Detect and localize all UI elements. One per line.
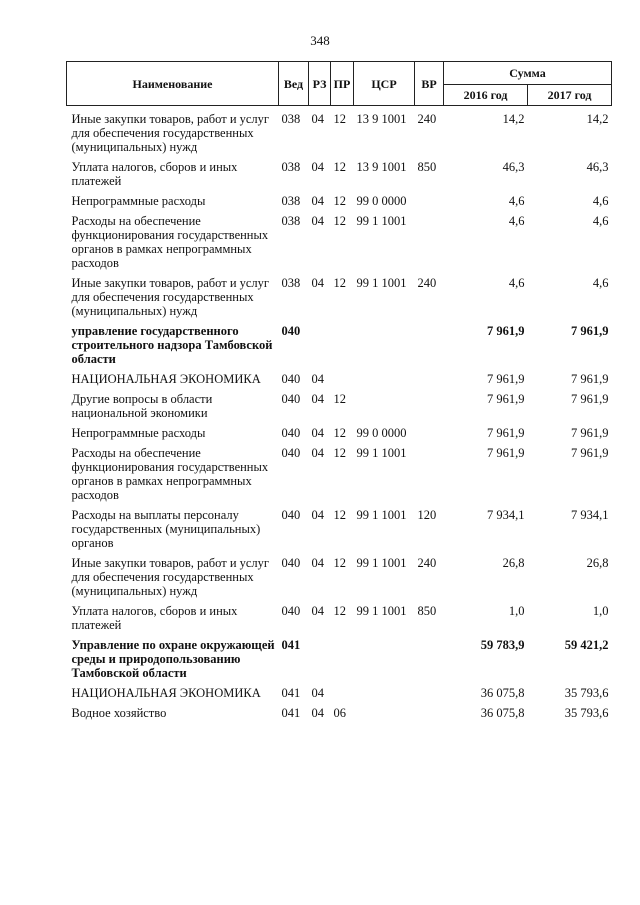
table-row xyxy=(67,556,612,604)
row-sum-2016: 4,6 xyxy=(508,276,525,290)
row-sum-2016: 1,0 xyxy=(508,604,525,618)
row-pr: 12 xyxy=(333,426,346,440)
row-csr: 99 1 1001 xyxy=(356,276,407,290)
row-sum-2016: 59 783,9 xyxy=(480,638,525,652)
row-sum-2017: 59 421,2 xyxy=(564,638,609,652)
table-body xyxy=(67,106,612,727)
row-pr: 12 xyxy=(333,276,346,290)
row-vr xyxy=(415,214,444,276)
row-rz xyxy=(309,324,331,372)
row-ved: 040 xyxy=(281,508,301,522)
header-name: Наименование xyxy=(67,62,279,106)
row-sum-2016: 7 961,9 xyxy=(487,392,525,406)
row-pr: 12 xyxy=(333,556,346,570)
row-rz: 04 xyxy=(311,372,324,386)
row-rz: 04 xyxy=(311,276,324,290)
row-sum-2016: 7 961,9 xyxy=(487,372,525,386)
row-csr xyxy=(354,392,415,426)
row-name: Непрограммные расходы xyxy=(71,194,206,208)
header-rz: РЗ xyxy=(309,62,331,106)
header-2017: 2017 год xyxy=(528,85,612,106)
row-name: Управление по охране окружающей среды и природопользованию Тамбовской области xyxy=(71,638,275,680)
row-sum-2016: 4,6 xyxy=(508,214,525,228)
row-pr: 12 xyxy=(333,160,346,174)
row-ved: 040 xyxy=(281,604,301,618)
row-ved: 038 xyxy=(281,276,301,290)
row-pr: 12 xyxy=(333,194,346,208)
row-csr: 13 9 1001 xyxy=(356,112,407,126)
row-name: Непрограммные расходы xyxy=(71,426,206,440)
row-sum-2016: 7 961,9 xyxy=(487,426,525,440)
row-sum-2017: 7 961,9 xyxy=(571,392,609,406)
row-sum-2016: 46,3 xyxy=(502,160,525,174)
row-sum-2016: 36 075,8 xyxy=(480,706,525,720)
header-ved: Вед xyxy=(279,62,309,106)
row-vr: 240 xyxy=(417,556,437,570)
row-vr: 850 xyxy=(417,604,437,618)
header-sum: Сумма xyxy=(444,62,612,85)
row-csr: 13 9 1001 xyxy=(356,160,407,174)
row-name: управление государственного строительного надзора Тамбовской области xyxy=(71,324,273,366)
row-rz: 04 xyxy=(311,508,324,522)
table-row xyxy=(67,392,612,426)
row-csr xyxy=(354,686,415,706)
table-row xyxy=(67,426,612,446)
row-name: Расходы на обеспечение функционирования государственных органов в рамках непрограммных расходов xyxy=(71,214,269,270)
row-sum-2016: 14,2 xyxy=(502,112,525,126)
table-row xyxy=(67,604,612,638)
row-name: Иные закупки товаров, работ и услуг для обеспечения государственных (муниципальных) нужд xyxy=(71,556,270,598)
row-name: Расходы на обеспечение функционирования государственных органов в рамках непрограммных расходов xyxy=(71,446,269,502)
row-ved: 041 xyxy=(281,638,301,652)
row-ved: 040 xyxy=(281,372,301,386)
row-sum-2016: 4,6 xyxy=(508,194,525,208)
row-rz: 04 xyxy=(311,112,324,126)
row-sum-2017: 7 934,1 xyxy=(571,508,609,522)
row-ved: 040 xyxy=(281,446,301,460)
row-vr: 240 xyxy=(417,276,437,290)
row-csr: 99 1 1001 xyxy=(356,604,407,618)
table-row xyxy=(67,214,612,276)
row-pr xyxy=(331,638,354,686)
row-sum-2016: 7 961,9 xyxy=(487,324,525,338)
row-csr: 99 1 1001 xyxy=(356,214,407,228)
row-ved: 040 xyxy=(281,426,301,440)
row-vr: 120 xyxy=(417,508,437,522)
row-ved: 038 xyxy=(281,160,301,174)
row-sum-2016: 7 961,9 xyxy=(487,446,525,460)
row-vr xyxy=(415,194,444,214)
row-pr: 12 xyxy=(333,214,346,228)
row-rz: 04 xyxy=(311,214,324,228)
row-csr xyxy=(354,638,415,686)
row-pr xyxy=(331,686,354,706)
row-sum-2017: 35 793,6 xyxy=(564,686,609,700)
row-name: Водное хозяйство xyxy=(71,706,167,720)
row-sum-2017: 1,0 xyxy=(592,604,609,618)
row-sum-2016: 26,8 xyxy=(502,556,525,570)
row-rz: 04 xyxy=(311,556,324,570)
row-sum-2017: 4,6 xyxy=(592,276,609,290)
row-ved: 038 xyxy=(281,112,301,126)
row-vr xyxy=(415,638,444,686)
table-row xyxy=(67,324,612,372)
row-rz: 04 xyxy=(311,392,324,406)
row-name: НАЦИОНАЛЬНАЯ ЭКОНОМИКА xyxy=(71,686,261,700)
row-csr: 99 1 1001 xyxy=(356,446,407,460)
row-pr: 12 xyxy=(333,392,346,406)
row-ved: 038 xyxy=(281,214,301,228)
row-vr xyxy=(415,686,444,706)
page-number: 348 xyxy=(310,33,330,48)
row-name: НАЦИОНАЛЬНАЯ ЭКОНОМИКА xyxy=(71,372,261,386)
table-row xyxy=(67,194,612,214)
table-row xyxy=(67,276,612,324)
row-sum-2016: 7 934,1 xyxy=(487,508,525,522)
row-ved: 040 xyxy=(281,392,301,406)
row-csr: 99 0 0000 xyxy=(356,194,407,208)
table-row xyxy=(67,446,612,508)
row-sum-2017: 46,3 xyxy=(586,160,609,174)
row-pr xyxy=(331,372,354,392)
row-sum-2017: 26,8 xyxy=(586,556,609,570)
budget-table xyxy=(66,61,612,726)
row-csr xyxy=(354,706,415,726)
row-pr: 12 xyxy=(333,446,346,460)
row-ved: 041 xyxy=(281,686,301,700)
row-ved: 040 xyxy=(281,556,301,570)
row-pr: 12 xyxy=(333,112,346,126)
row-pr: 12 xyxy=(333,508,346,522)
row-csr xyxy=(354,324,415,372)
row-sum-2016: 36 075,8 xyxy=(480,686,525,700)
row-sum-2017: 7 961,9 xyxy=(571,446,609,460)
header-vr: ВР xyxy=(415,62,444,106)
header-2016: 2016 год xyxy=(444,85,528,106)
row-csr: 99 1 1001 xyxy=(356,508,407,522)
row-vr xyxy=(415,426,444,446)
row-vr: 850 xyxy=(417,160,437,174)
row-csr: 99 1 1001 xyxy=(356,556,407,570)
table-row xyxy=(67,106,612,161)
row-rz: 04 xyxy=(311,160,324,174)
row-rz xyxy=(309,638,331,686)
header-csr: ЦСР xyxy=(354,62,415,106)
row-vr xyxy=(415,446,444,508)
table-row xyxy=(67,706,612,726)
row-ved: 038 xyxy=(281,194,301,208)
row-rz: 04 xyxy=(311,706,324,720)
row-vr xyxy=(415,706,444,726)
row-vr xyxy=(415,392,444,426)
row-pr xyxy=(331,324,354,372)
table-row xyxy=(67,638,612,686)
row-ved: 041 xyxy=(281,706,301,720)
row-sum-2017: 7 961,9 xyxy=(571,324,609,338)
row-ved: 040 xyxy=(281,324,301,338)
row-name: Уплата налогов, сборов и иных платежей xyxy=(71,604,238,632)
table-row xyxy=(67,508,612,556)
row-rz: 04 xyxy=(311,426,324,440)
table-row xyxy=(67,686,612,706)
row-sum-2017: 4,6 xyxy=(592,194,609,208)
row-name: Расходы на выплаты персоналу государственных (муниципальных) органов xyxy=(71,508,261,550)
row-name: Иные закупки товаров, работ и услуг для обеспечения государственных (муниципальных) нужд xyxy=(71,276,270,318)
row-rz: 04 xyxy=(311,446,324,460)
row-sum-2017: 14,2 xyxy=(586,112,609,126)
table-header xyxy=(67,62,612,106)
row-name: Уплата налогов, сборов и иных платежей xyxy=(71,160,238,188)
row-sum-2017: 7 961,9 xyxy=(571,426,609,440)
row-pr: 06 xyxy=(333,706,346,720)
row-sum-2017: 4,6 xyxy=(592,214,609,228)
row-sum-2017: 35 793,6 xyxy=(564,706,609,720)
table-row xyxy=(67,160,612,194)
row-pr: 12 xyxy=(333,604,346,618)
row-name: Другие вопросы в области национальной экономики xyxy=(71,392,213,420)
row-vr: 240 xyxy=(417,112,437,126)
row-csr: 99 0 0000 xyxy=(356,426,407,440)
row-vr xyxy=(415,372,444,392)
row-sum-2017: 7 961,9 xyxy=(571,372,609,386)
header-pr: ПР xyxy=(331,62,354,106)
table-row xyxy=(67,372,612,392)
row-vr xyxy=(415,324,444,372)
row-name: Иные закупки товаров, работ и услуг для обеспечения государственных (муниципальных) нужд xyxy=(71,112,270,154)
row-rz: 04 xyxy=(311,194,324,208)
row-csr xyxy=(354,372,415,392)
row-rz: 04 xyxy=(311,604,324,618)
row-rz: 04 xyxy=(311,686,324,700)
